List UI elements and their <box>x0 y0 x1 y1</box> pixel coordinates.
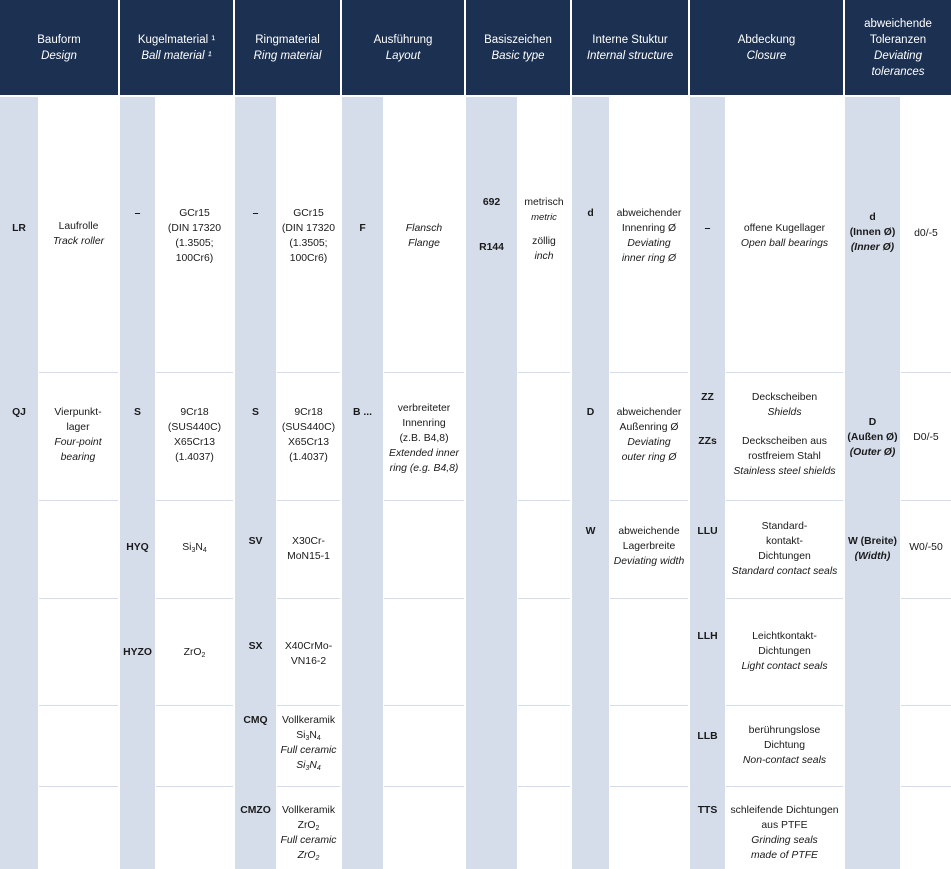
internal-desc-w: abweichende Lagerbreite Deviating width <box>613 526 685 567</box>
divider-design <box>38 97 39 869</box>
internal-desc-d: abweichender Innenring Ø Deviating inner ring Ø <box>616 208 682 264</box>
header-tolerances-en: Deviating tolerances <box>871 49 925 78</box>
row-line <box>277 786 340 787</box>
header-closure-en: Closure <box>746 49 787 62</box>
internal-code-w: W <box>585 526 596 537</box>
closure-desc-zzs: Deckscheiben aus rostfreiem Stahl Stainless steel shields <box>733 436 836 477</box>
header-ring-material-en: Ring material <box>253 49 322 62</box>
closure-code-llb: LLB <box>697 731 718 742</box>
ring-code-cmq: CMQ <box>243 715 268 726</box>
ball-desc-standard: GCr15 (DIN 17320 (1.3505; 100Cr6) <box>167 208 222 264</box>
ring-code-sv: SV <box>248 536 263 547</box>
tolerance-code-w: W (Breite) (Width) <box>847 536 898 562</box>
ball-code-hyzo: HYZO <box>123 647 152 658</box>
row-line <box>901 372 951 373</box>
closure-code-tts: TTS <box>697 805 718 816</box>
row-line <box>277 705 340 706</box>
row-line <box>277 500 340 501</box>
closure-desc-tts: schleifende Dichtungen aus PTFE Grinding seals made of PTFE <box>730 805 839 861</box>
design-desc-lr: Laufrolle Track roller <box>52 221 105 247</box>
ring-code-standard: – <box>252 208 259 219</box>
basic-type-code-692: 692 <box>482 197 501 208</box>
ball-desc-s: 9Cr18 (SUS440C) X65Cr13 (1.4037) <box>167 407 222 463</box>
header-ring-material <box>235 0 340 95</box>
ring-desc-s: 9Cr18 (SUS440C) X65Cr13 (1.4037) <box>281 407 336 463</box>
closure-code-llu: LLU <box>697 526 718 537</box>
header-layout-en: Layout <box>385 49 421 62</box>
row-line <box>156 372 233 373</box>
ring-code-cmzo: CMZO <box>240 805 271 816</box>
row-line <box>518 598 570 599</box>
tolerance-code-d: d (Innen Ø) (Inner Ø) <box>849 212 896 253</box>
layout-desc-f: Flansch Flange <box>405 223 443 249</box>
row-line <box>39 500 118 501</box>
header-ball-material-en: Ball material ¹ <box>141 49 212 62</box>
header-layout <box>342 0 464 95</box>
header-design <box>0 0 118 95</box>
row-line <box>726 598 843 599</box>
tolerance-code-D: D (Außen Ø) (Outer Ø) <box>847 417 898 458</box>
closure-code-llh: LLH <box>697 631 718 642</box>
row-line <box>518 372 570 373</box>
row-line <box>39 705 118 706</box>
tolerance-value-d: d0/-5 <box>914 228 938 239</box>
basic-type-desc: metrisch metric zöllig inch <box>524 197 564 262</box>
row-line <box>384 598 464 599</box>
row-line <box>39 786 118 787</box>
row-line <box>610 598 688 599</box>
row-line <box>518 500 570 501</box>
row-line <box>384 372 464 373</box>
panel-design <box>39 97 118 869</box>
header-basic-type-de: Basiszeichen <box>484 33 552 46</box>
row-line <box>901 705 951 706</box>
header-internal-structure <box>572 0 688 95</box>
layout-code-b: B ... <box>352 407 373 418</box>
row-line <box>518 786 570 787</box>
ring-code-sx: SX <box>248 641 263 652</box>
ring-desc-standard: GCr15 (DIN 17320 (1.3505; 100Cr6) <box>281 208 336 264</box>
row-line <box>384 705 464 706</box>
row-line <box>610 705 688 706</box>
row-line <box>610 500 688 501</box>
internal-desc-D: abweichender Außenring Ø Deviating outer ring Ø <box>616 407 682 463</box>
row-line <box>901 500 951 501</box>
closure-desc-zz: Deckscheiben Shields <box>751 392 818 418</box>
panel-tolerances <box>901 97 951 869</box>
design-code-qj: QJ <box>12 407 26 418</box>
basic-type-code-r144: R144 <box>479 242 504 253</box>
design-desc-qj: Vierpunkt-lager Four-point bearing <box>54 407 102 463</box>
ball-code-hyq: HYQ <box>126 542 149 553</box>
tolerance-value-D: D0/-5 <box>913 432 939 443</box>
header-ball-material-de: Kugelmaterial ¹ <box>137 33 216 46</box>
closure-code-open: – <box>704 223 711 234</box>
row-line <box>39 372 118 373</box>
ring-desc-cmzo: Vollkeramik ZrO$_2$ Full ceramic ZrO$_2$ <box>280 805 337 862</box>
header-design-de: Bauform <box>37 33 81 46</box>
row-line <box>726 786 843 787</box>
closure-desc-llu: Standard- kontakt- Dichtungen Standard contact seals <box>731 521 838 577</box>
ball-code-s: S <box>134 407 141 418</box>
ring-code-s: S <box>252 407 259 418</box>
layout-code-f: F <box>359 223 366 234</box>
header-ball-material <box>120 0 233 95</box>
closure-code-zzs: ZZs <box>698 436 717 447</box>
header-tolerances-de: abweichende Toleranzen <box>864 17 932 46</box>
layout-desc-b: verbreiteter Innenring (z.B. B4,8) Extended inner ring (e.g. B4,8) <box>389 403 459 474</box>
row-line <box>156 705 233 706</box>
ball-desc-hyzo: ZrO$_2$ <box>183 647 206 659</box>
ring-desc-sv: X30Cr- MoN15-1 <box>287 536 330 562</box>
divider-tolerances <box>900 97 901 869</box>
internal-code-d: d <box>587 208 594 219</box>
row-line <box>726 500 843 501</box>
header-basic-type-en: Basic type <box>491 49 545 62</box>
header-internal-structure-en: Internal structure <box>586 49 674 62</box>
row-line <box>726 372 843 373</box>
row-line <box>610 372 688 373</box>
row-line <box>384 500 464 501</box>
header-ring-material-de: Ringmaterial <box>255 33 320 46</box>
header-closure <box>690 0 843 95</box>
row-line <box>39 598 118 599</box>
row-line <box>726 705 843 706</box>
row-line <box>277 372 340 373</box>
row-line <box>156 598 233 599</box>
row-line <box>384 786 464 787</box>
internal-code-D: D <box>586 407 595 418</box>
ring-desc-cmq: Vollkeramik $Si_3N_4$ Full ceramic $Si_3N_4$ <box>280 715 337 772</box>
closure-desc-open: offene Kugellager Open ball bearings <box>740 223 829 249</box>
ring-desc-sx: X40CrMo- VN16-2 <box>284 641 333 667</box>
closure-code-zz: ZZ <box>701 392 714 403</box>
row-line <box>610 786 688 787</box>
divider-layout <box>383 97 384 869</box>
ball-code-standard: – <box>134 208 141 219</box>
row-line <box>901 786 951 787</box>
header-layout-de: Ausführung <box>373 33 433 46</box>
closure-desc-llb: berührungslose Dichtung Non-contact seals <box>742 725 827 766</box>
design-code-lr: LR <box>12 223 26 234</box>
row-line <box>277 598 340 599</box>
row-line <box>156 500 233 501</box>
tolerance-value-w: W0/-50 <box>909 542 943 553</box>
panel-layout <box>384 97 464 869</box>
row-line <box>518 705 570 706</box>
header-internal-structure-de: Interne Stuktur <box>592 33 668 46</box>
header-tolerances <box>845 0 951 95</box>
ball-desc-hyq: $Si_3N_4$ <box>182 542 207 554</box>
row-line <box>156 786 233 787</box>
closure-desc-llh: Leichtkontakt- Dichtungen Light contact seals <box>741 631 828 672</box>
row-line <box>901 598 951 599</box>
header-design-en: Design <box>41 49 77 62</box>
header-closure-de: Abdeckung <box>737 33 796 46</box>
header-basic-type <box>466 0 570 95</box>
